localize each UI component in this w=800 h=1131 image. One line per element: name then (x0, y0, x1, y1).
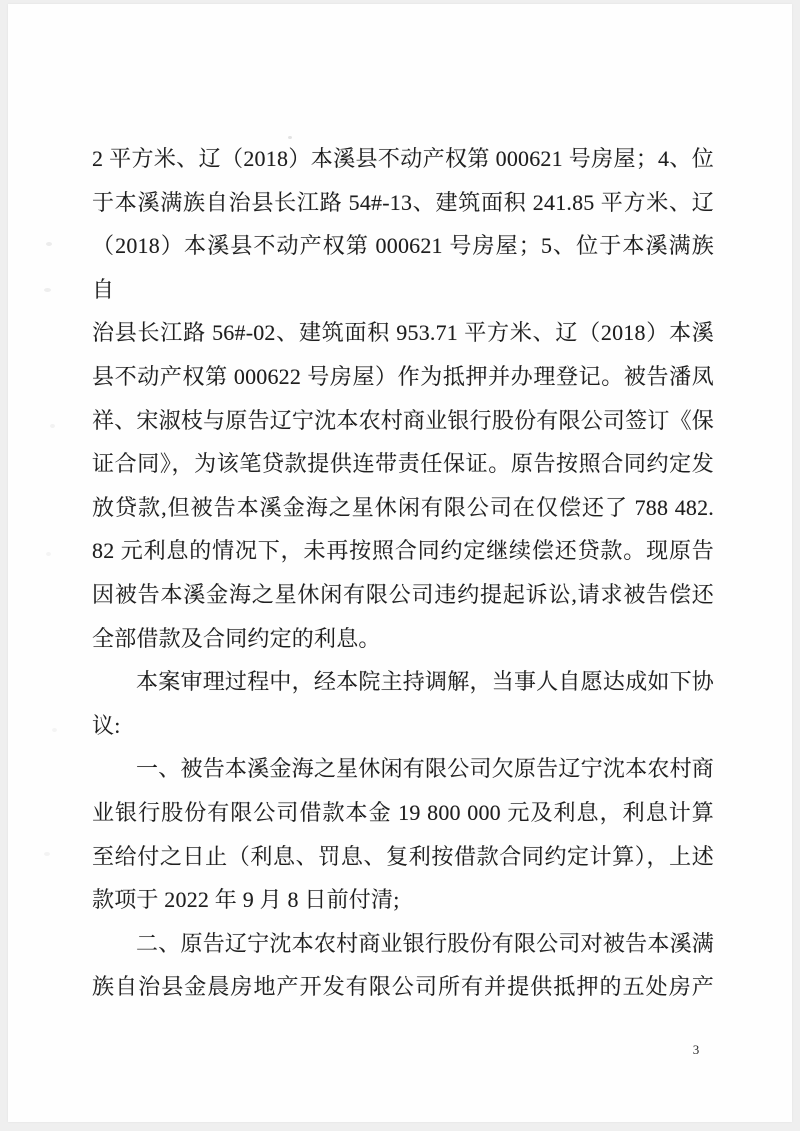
scan-artifact (46, 552, 51, 556)
scan-artifact (44, 852, 50, 856)
text-line: 业银行股份有限公司借款本金 19 800 000 元及利息，利息计算 (92, 799, 714, 825)
scan-artifact (50, 424, 55, 428)
document-page (8, 4, 792, 1122)
text-line: 于本溪满族自治县长江路 54#-13、建筑面积 241.85 平方米、辽 (92, 189, 714, 215)
text-line: 本案审理过程中，经本院主持调解，当事人自愿达成如下协 (136, 669, 714, 695)
text-line: 证合同》，为该笔贷款提供连带责任保证。原告按照合同约定发 (92, 451, 714, 477)
scan-artifact (44, 288, 51, 292)
text-line: 至给付之日止（利息、罚息、复利按借款合同约定计算），上述 (92, 843, 714, 869)
scan-artifact (52, 728, 57, 732)
text-line: 治县长江路 56#-02、建筑面积 953.71 平方米、辽（2018）本溪 (92, 320, 714, 346)
text-line: 议: (92, 712, 121, 738)
text-line: （2018）本溪县不动产权第 000621 号房屋；5、位于本溪满族自 (92, 233, 714, 302)
text-line: 二、原告辽宁沈本农村商业银行股份有限公司对被告本溪满 (136, 930, 714, 956)
text-line: 县不动产权第 000622 号房屋）作为抵押并办理登记。被告潘凤 (92, 363, 714, 389)
text-line: 全部借款及合同约定的利息。 (92, 625, 381, 651)
text-line: 2 平方米、辽（2018）本溪县不动产权第 000621 号房屋；4、位 (92, 146, 714, 171)
page-number: 3 (692, 1042, 700, 1057)
text-line: 款项于 2022 年 9 月 8 日前付清; (92, 887, 400, 913)
text-line: 放贷款,但被告本溪金海之星休闲有限公司在仅偿还了 788 482. (92, 494, 714, 520)
scan-artifact (46, 242, 52, 246)
text-line: 82 元利息的情况下，未再按照合同约定继续偿还贷款。现原告 (92, 538, 714, 564)
text-line: 一、被告本溪金海之星休闲有限公司欠原告辽宁沈本农村商 (136, 756, 714, 782)
document-body (92, 137, 714, 1009)
text-line: 祥、宋淑枝与原告辽宁沈本农村商业银行股份有限公司签订《保 (92, 407, 714, 433)
text-line: 因被告本溪金海之星休闲有限公司违约提起诉讼,请求被告偿还 (92, 581, 714, 607)
text-line: 族自治县金晨房地产开发有限公司所有并提供抵押的五处房产 (92, 974, 714, 1000)
